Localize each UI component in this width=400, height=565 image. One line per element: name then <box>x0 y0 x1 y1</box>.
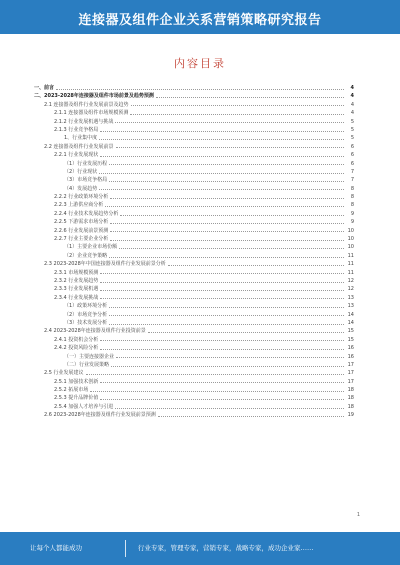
toc-entry[interactable] <box>34 210 354 218</box>
toc-entry-label: 2.1.1 连接器及组件市场规模预测 <box>54 110 129 117</box>
toc-entry-page: 12 <box>347 286 354 293</box>
toc-entry-page: 17 <box>347 370 354 377</box>
toc-leader-dots <box>110 240 344 241</box>
toc-entry[interactable] <box>34 126 354 134</box>
toc-leader-dots <box>158 416 344 417</box>
toc-entry[interactable] <box>34 369 354 377</box>
toc-entry-label: 2.3.3 行业发展机遇 <box>54 286 99 293</box>
report-header <box>0 0 400 34</box>
toc-entry[interactable] <box>34 176 354 184</box>
toc-entry[interactable] <box>34 411 354 419</box>
toc-leader-dots <box>109 315 344 316</box>
toc-leader-dots <box>130 114 344 115</box>
toc-entry[interactable] <box>34 92 354 100</box>
toc-entry[interactable] <box>34 294 354 302</box>
toc-leader-dots <box>99 173 344 174</box>
toc-entry[interactable] <box>34 353 354 361</box>
toc-entry-label: 2.3.1 市场规模预测 <box>54 269 99 276</box>
toc-leader-dots <box>110 198 344 199</box>
toc-entry[interactable] <box>34 193 354 201</box>
toc-entry[interactable] <box>34 302 354 310</box>
toc-leader-dots <box>110 223 344 224</box>
toc-entry[interactable] <box>34 277 354 285</box>
toc-leader-dots <box>120 215 344 216</box>
toc-leader-dots <box>116 357 344 358</box>
toc-leader-dots <box>100 131 344 132</box>
toc-leader-dots <box>100 399 344 400</box>
toc-entry-label: 2.2.4 行业技术发展趋势分析 <box>54 210 119 217</box>
toc-entry-label: （1）行业发展历程 <box>64 160 108 167</box>
toc-entry-label: 2.1.2 行业发展机遇与挑战 <box>54 118 114 125</box>
toc-entry-page: 15 <box>347 336 354 343</box>
toc-entry[interactable] <box>34 394 354 402</box>
toc-entry[interactable] <box>34 218 354 226</box>
toc-entry-page: 10 <box>347 236 354 243</box>
toc-leader-dots <box>109 307 344 308</box>
toc-entry-label: 2.1 连接器及组件行业发展前景及趋势 <box>44 101 129 108</box>
toc-entry-page: 4 <box>350 110 354 117</box>
toc-leader-dots <box>156 97 344 98</box>
toc-entry[interactable] <box>34 344 354 352</box>
toc-leader-dots <box>131 105 344 106</box>
toc-leader-dots <box>119 248 344 249</box>
toc-entry[interactable] <box>34 109 354 117</box>
toc-entry[interactable] <box>34 319 354 327</box>
toc-entry-page: 15 <box>347 328 354 335</box>
toc-leader-dots <box>168 265 344 266</box>
toc-leader-dots <box>100 282 344 283</box>
toc-entry-label: （3）技术发展分析 <box>64 319 108 326</box>
toc-entry-page: 13 <box>347 303 354 310</box>
toc-leader-dots <box>100 273 344 274</box>
toc-entry-page: 14 <box>347 319 354 326</box>
report-footer <box>0 532 400 565</box>
toc-entry-page: 19 <box>347 412 354 419</box>
toc-leader-dots <box>148 332 344 333</box>
toc-leader-dots <box>115 408 344 409</box>
toc-entry-label: 一、前言 <box>34 85 55 91</box>
toc-entry[interactable] <box>34 118 354 126</box>
toc-leader-dots <box>99 189 344 190</box>
toc-entry[interactable] <box>34 235 354 243</box>
toc-entry-page: 5 <box>350 135 354 142</box>
toc-leader-dots <box>90 391 344 392</box>
toc-entry-page: 4 <box>350 85 354 91</box>
toc-leader-dots <box>86 374 344 375</box>
toc-leader-dots <box>115 122 344 123</box>
toc-entry[interactable] <box>34 185 354 193</box>
toc-leader-dots <box>111 366 344 367</box>
toc-entry-label: 2.2 连接器及组件行业发展前景 <box>44 143 114 150</box>
footer-slogan: 让每个人都能成功 <box>30 544 82 552</box>
toc-entry-page: 10 <box>347 244 354 251</box>
toc-entry-page: 9 <box>350 210 354 217</box>
toc-leader-dots <box>109 164 344 165</box>
toc-entry-page: 17 <box>347 361 354 368</box>
toc-entry-page: 9 <box>350 219 354 226</box>
toc-leader-dots <box>100 298 344 299</box>
toc-entry-label: 2.5.1 加强技术创新 <box>54 378 99 385</box>
toc-entry-label: 2.4 2023-2028年连接器及组件行业投资前景 <box>44 328 146 335</box>
toc-leader-dots <box>100 156 344 157</box>
toc-leader-dots <box>109 257 344 258</box>
toc-entry-page: 7 <box>350 168 354 175</box>
toc-entry[interactable] <box>34 227 354 235</box>
toc-entry[interactable] <box>34 269 354 277</box>
toc-entry-page: 14 <box>347 311 354 318</box>
toc-entry-label: 2.4.2 投资风险分析 <box>54 345 99 352</box>
toc-entry-label: 2.2.2 行业政策环境分析 <box>54 194 109 201</box>
toc-entry-page: 7 <box>350 177 354 184</box>
toc-entry-label: 2.2.6 行业发展前景预测 <box>54 227 109 234</box>
toc-entry[interactable] <box>34 101 354 109</box>
toc-entry-page: 17 <box>347 378 354 385</box>
toc-entry[interactable] <box>34 311 354 319</box>
toc-leader-dots <box>109 181 344 182</box>
toc-heading: 内容目录 <box>174 57 226 70</box>
footer-tagline: 行业专家，管理专家，营销专家，战略专家，成功企业家…… <box>138 544 314 552</box>
toc-entry-label: 2.5 行业发展建议 <box>44 370 84 377</box>
toc-leader-dots <box>110 231 344 232</box>
toc-entry[interactable] <box>34 361 354 369</box>
toc-entry-page: 16 <box>347 353 354 360</box>
toc-entry-label: 2.4.1 投资机会分析 <box>54 336 99 343</box>
toc-entry-page: 18 <box>347 395 354 402</box>
toc-entry-page: 6 <box>350 152 354 159</box>
toc-entry-label: （3）市场竞争格局 <box>64 177 108 184</box>
toc-leader-dots <box>100 349 344 350</box>
toc-entry[interactable] <box>34 168 354 176</box>
toc-entry-label: （1）政策环境分析 <box>64 303 108 310</box>
toc-entry[interactable] <box>34 260 354 268</box>
toc-entry-label: （1）主要企业市场份额 <box>64 244 118 251</box>
toc-entry[interactable] <box>34 160 354 168</box>
toc-entry-page: 8 <box>350 185 354 192</box>
toc-entry-label: 2.5.3 提升品牌价值 <box>54 395 99 402</box>
toc-entry-label: 二、2023-2028年连接器及组件市场前景及趋势预测 <box>34 93 154 100</box>
toc-entry-page: 10 <box>347 227 354 234</box>
toc-entry[interactable] <box>34 378 354 386</box>
toc-entry-page: 11 <box>347 252 354 259</box>
table-of-contents <box>34 84 354 420</box>
toc-entry-label: （二）行业发展策略 <box>64 361 110 368</box>
toc-entry-label: 2.3.4 行业发展挑战 <box>54 294 99 301</box>
toc-entry-label: 2.6 2023-2028年连接器及组件行业发展前景预测 <box>44 412 156 419</box>
toc-entry-page: 6 <box>350 160 354 167</box>
toc-entry[interactable] <box>34 243 354 251</box>
report-title: 连接器及组件企业关系营销策略研究报告 <box>78 13 322 28</box>
toc-entry-label: 2.3 2023-2028年中国连接器及组件行业发展前景分析 <box>44 261 166 268</box>
toc-entry[interactable] <box>34 151 354 159</box>
toc-leader-dots <box>100 382 344 383</box>
toc-entry[interactable] <box>34 386 354 394</box>
toc-leader-dots <box>56 89 344 90</box>
toc-leader-dots <box>105 206 344 207</box>
toc-leader-dots <box>99 139 344 140</box>
toc-leader-dots <box>100 340 344 341</box>
toc-leader-dots <box>116 147 344 148</box>
toc-leader-dots <box>109 324 344 325</box>
toc-entry-page: 12 <box>347 277 354 284</box>
toc-entry[interactable] <box>34 336 354 344</box>
toc-entry-label: （2）企业竞争策略 <box>64 252 108 259</box>
toc-entry-label: 1、行业集中度 <box>64 135 98 142</box>
toc-entry-page: 8 <box>350 194 354 201</box>
toc-entry-label: 2.5.2 拓展市场 <box>54 387 89 394</box>
toc-entry[interactable] <box>34 143 354 151</box>
toc-entry[interactable] <box>34 201 354 209</box>
toc-entry-page: 18 <box>347 403 354 410</box>
footer-divider <box>125 540 126 557</box>
toc-entry-label: 2.2.5 下游需求市场分析 <box>54 219 109 226</box>
toc-entry[interactable] <box>34 134 354 142</box>
toc-entry-page: 13 <box>347 294 354 301</box>
toc-entry-label: 2.5.4 加强人才培养与引进 <box>54 403 114 410</box>
toc-entry-label: （4）发展趋势 <box>64 185 98 192</box>
toc-leader-dots <box>100 290 344 291</box>
toc-entry-label: （一）主要连接器企业 <box>64 353 115 360</box>
toc-entry-label: 2.1.3 行业竞争格局 <box>54 126 99 133</box>
toc-entry-page: 18 <box>347 387 354 394</box>
toc-entry-label: 2.3.2 行业发展趋势 <box>54 277 99 284</box>
toc-entry-page: 6 <box>350 143 354 150</box>
toc-entry[interactable] <box>34 84 354 92</box>
toc-entry-label: 2.2.7 行业主要企业分析 <box>54 236 109 243</box>
toc-entry-page: 5 <box>350 126 354 133</box>
toc-entry-page: 11 <box>347 269 354 276</box>
toc-entry-label: （2）市场竞争分析 <box>64 311 108 318</box>
toc-entry[interactable] <box>34 327 354 335</box>
toc-entry[interactable] <box>34 285 354 293</box>
toc-entry-page: 4 <box>350 93 354 100</box>
toc-entry-page: 8 <box>350 202 354 209</box>
page-number: 1 <box>356 512 360 518</box>
toc-entry[interactable] <box>34 403 354 411</box>
toc-entry-page: 11 <box>347 261 354 268</box>
toc-entry-page: 4 <box>350 101 354 108</box>
toc-entry-label: 2.2.1 行业发展现状 <box>54 152 99 159</box>
toc-entry-label: 2.2.3 上游供应商分析 <box>54 202 104 209</box>
toc-entry-label: （2）行业现状 <box>64 168 98 175</box>
toc-entry-page: 5 <box>350 118 354 125</box>
toc-entry-page: 16 <box>347 345 354 352</box>
toc-entry[interactable] <box>34 252 354 260</box>
